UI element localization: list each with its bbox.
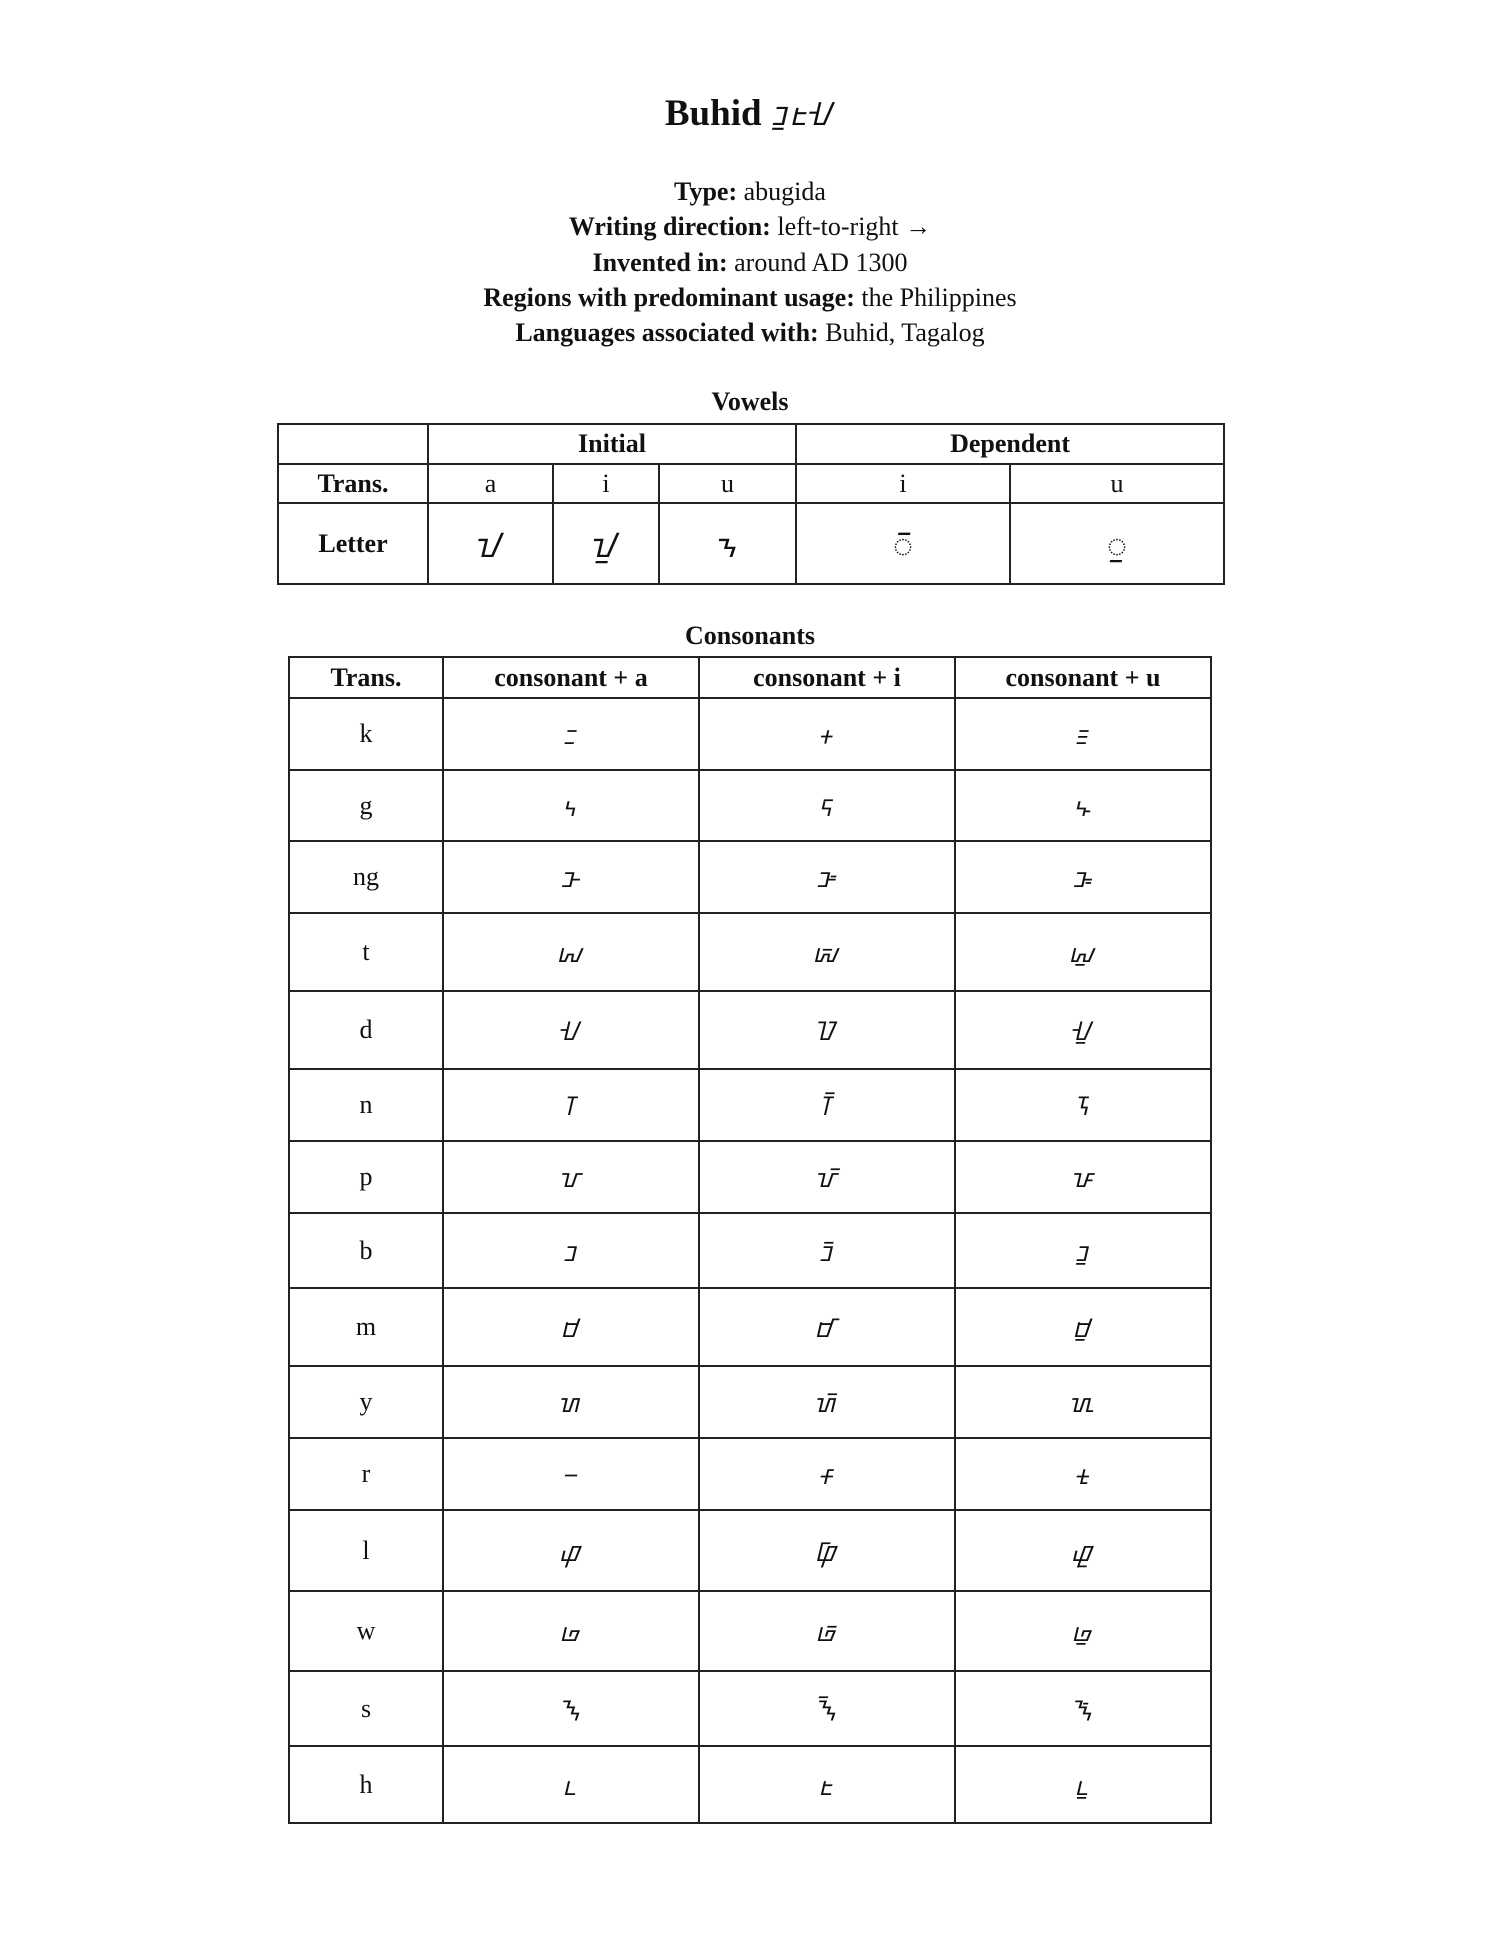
info-line bbox=[0, 315, 1500, 350]
glyph-cell-a: ᝌ bbox=[443, 1366, 699, 1438]
glyph-cell-u: ᝇᝓ bbox=[955, 991, 1211, 1069]
glyph-cell-i: ᝇᝒ bbox=[699, 991, 955, 1069]
glyph-cell-i: ᝄᝒ bbox=[699, 770, 955, 841]
glyph-cell-a: ᝎ bbox=[443, 1510, 699, 1591]
glyph-cell-i: ᝈᝒ bbox=[699, 1069, 955, 1141]
vowel-trans-cell: i bbox=[553, 464, 659, 503]
info-value: around AD 1300 bbox=[734, 247, 908, 277]
table-row bbox=[289, 1141, 1211, 1213]
glyph-cell-u: ᝈᝓ bbox=[955, 1069, 1211, 1141]
table-row bbox=[289, 698, 1211, 770]
trans-cell: p bbox=[289, 1141, 443, 1213]
table-row bbox=[289, 1438, 1211, 1510]
glyph-cell-a: ᝊ bbox=[443, 1213, 699, 1288]
glyph-cell-a: ᝑ bbox=[443, 1746, 699, 1823]
trans-cell: m bbox=[289, 1288, 443, 1366]
glyph-cell-i: ᝅᝒ bbox=[699, 841, 955, 913]
glyph-cell-i: ᝐᝒ bbox=[699, 1671, 955, 1746]
empty-header-cell bbox=[278, 424, 428, 464]
glyph-cell-u: ᝎᝓ bbox=[955, 1510, 1211, 1591]
glyph-cell-i: ᝏᝒ bbox=[699, 1591, 955, 1671]
column-header: Trans. bbox=[289, 657, 443, 698]
table-row bbox=[289, 991, 1211, 1069]
trans-cell: g bbox=[289, 770, 443, 841]
glyph-cell-a: ᝃ bbox=[443, 698, 699, 770]
glyph-cell-i: ᝃᝒ bbox=[699, 698, 955, 770]
glyph-cell-u: ᝋᝓ bbox=[955, 1288, 1211, 1366]
table-row bbox=[289, 1366, 1211, 1438]
vowel-letter-cell: ᝁ bbox=[553, 503, 659, 584]
trans-cell: n bbox=[289, 1069, 443, 1141]
trans-cell: ng bbox=[289, 841, 443, 913]
vowel-letter-cell: ᝂ bbox=[659, 503, 796, 584]
trans-cell: b bbox=[289, 1213, 443, 1288]
glyph-cell-a: ᝅ bbox=[443, 841, 699, 913]
trans-cell: s bbox=[289, 1671, 443, 1746]
table-row bbox=[289, 1671, 1211, 1746]
consonants-caption: Consonants bbox=[684, 621, 816, 650]
glyph-cell-i: ᝎᝒ bbox=[699, 1510, 955, 1591]
glyph-cell-u: ᝏᝓ bbox=[955, 1591, 1211, 1671]
info-label: Writing direction: bbox=[568, 212, 771, 242]
table-row bbox=[289, 913, 1211, 991]
info-line bbox=[0, 174, 1500, 209]
table-row bbox=[289, 841, 1211, 913]
info-label: Invented in: bbox=[592, 247, 728, 277]
glyph-cell-u: ᝍᝓ bbox=[955, 1438, 1211, 1510]
info-line bbox=[0, 245, 1500, 280]
info-label: Regions with predominant usage: bbox=[483, 282, 855, 312]
glyph-cell-a: ᝍ bbox=[443, 1438, 699, 1510]
glyph-cell-a: ᝆ bbox=[443, 913, 699, 991]
vowels-table bbox=[277, 423, 1225, 585]
trans-cell: d bbox=[289, 991, 443, 1069]
glyph-cell-u: ᝉᝓ bbox=[955, 1141, 1211, 1213]
table-row bbox=[289, 1746, 1211, 1823]
table-row bbox=[289, 1288, 1211, 1366]
vowel-letter-cell: ᝀ bbox=[428, 503, 553, 584]
glyph-cell-a: ᝄ bbox=[443, 770, 699, 841]
glyph-cell-u: ᝐᝓ bbox=[955, 1671, 1211, 1746]
initial-header: Initial bbox=[428, 424, 796, 464]
glyph-cell-u: ᝊᝓ bbox=[955, 1213, 1211, 1288]
vowel-letter-cell: ◌ᝒ bbox=[796, 503, 1010, 584]
trans-cell: r bbox=[289, 1438, 443, 1510]
info-value: the Philippines bbox=[861, 282, 1017, 312]
vowel-trans-cell: u bbox=[659, 464, 796, 503]
glyph-cell-u: ᝆᝓ bbox=[955, 913, 1211, 991]
trans-cell: l bbox=[289, 1510, 443, 1591]
info-line bbox=[0, 209, 1500, 244]
trans-cell: y bbox=[289, 1366, 443, 1438]
vowel-trans-cell: a bbox=[428, 464, 553, 503]
trans-cell: k bbox=[289, 698, 443, 770]
vowel-trans-cell: u bbox=[1010, 464, 1224, 503]
title-text: Buhid bbox=[664, 93, 762, 134]
glyph-cell-u: ᝄᝓ bbox=[955, 770, 1211, 841]
trans-label: Trans. bbox=[278, 464, 428, 503]
glyph-cell-i: ᝉᝒ bbox=[699, 1141, 955, 1213]
script-info bbox=[0, 174, 1500, 350]
glyph-cell-a: ᝈ bbox=[443, 1069, 699, 1141]
table-row bbox=[289, 770, 1211, 841]
glyph-cell-u: ᝃᝓ bbox=[955, 698, 1211, 770]
glyph-cell-a: ᝉ bbox=[443, 1141, 699, 1213]
vowels-caption: Vowels bbox=[711, 387, 789, 416]
column-header: consonant + u bbox=[955, 657, 1211, 698]
glyph-cell-i: ᝋᝒ bbox=[699, 1288, 955, 1366]
glyph-cell-u: ᝌᝓ bbox=[955, 1366, 1211, 1438]
table-row bbox=[289, 1069, 1211, 1141]
info-value: Buhid, Tagalog bbox=[825, 318, 985, 348]
trans-cell: h bbox=[289, 1746, 443, 1823]
info-value: left-to-right → bbox=[777, 212, 932, 242]
glyph-cell-i: ᝍᝒ bbox=[699, 1438, 955, 1510]
column-header: consonant + a bbox=[443, 657, 699, 698]
table-row bbox=[289, 1510, 1211, 1591]
glyph-cell-a: ᝇ bbox=[443, 991, 699, 1069]
table-row bbox=[289, 1591, 1211, 1671]
dependent-header: Dependent bbox=[796, 424, 1224, 464]
glyph-cell-a: ᝐ bbox=[443, 1671, 699, 1746]
column-header: consonant + i bbox=[699, 657, 955, 698]
glyph-cell-i: ᝌᝒ bbox=[699, 1366, 955, 1438]
glyph-cell-u: ᝅᝓ bbox=[955, 841, 1211, 913]
letter-label: Letter bbox=[278, 503, 428, 584]
glyph-cell-u: ᝑᝓ bbox=[955, 1746, 1211, 1823]
vowel-trans-cell: i bbox=[796, 464, 1010, 503]
glyph-cell-i: ᝑᝒ bbox=[699, 1746, 955, 1823]
glyph-cell-i: ᝆᝒ bbox=[699, 913, 955, 991]
info-line bbox=[0, 280, 1500, 315]
consonants-table bbox=[288, 656, 1212, 1824]
trans-cell: t bbox=[289, 913, 443, 991]
info-label: Type: bbox=[674, 177, 738, 206]
info-value: abugida bbox=[743, 177, 826, 206]
title-script: ᝊᝓᝑᝒᝇ bbox=[770, 95, 836, 133]
glyph-cell-a: ᝏ bbox=[443, 1591, 699, 1671]
table-row bbox=[289, 1213, 1211, 1288]
vowel-letter-cell: ◌ᝓ bbox=[1010, 503, 1224, 584]
glyph-cell-i: ᝊᝒ bbox=[699, 1213, 955, 1288]
page-title bbox=[0, 92, 1500, 135]
trans-cell: w bbox=[289, 1591, 443, 1671]
info-label: Languages associated with: bbox=[515, 318, 819, 348]
glyph-cell-a: ᝋ bbox=[443, 1288, 699, 1366]
